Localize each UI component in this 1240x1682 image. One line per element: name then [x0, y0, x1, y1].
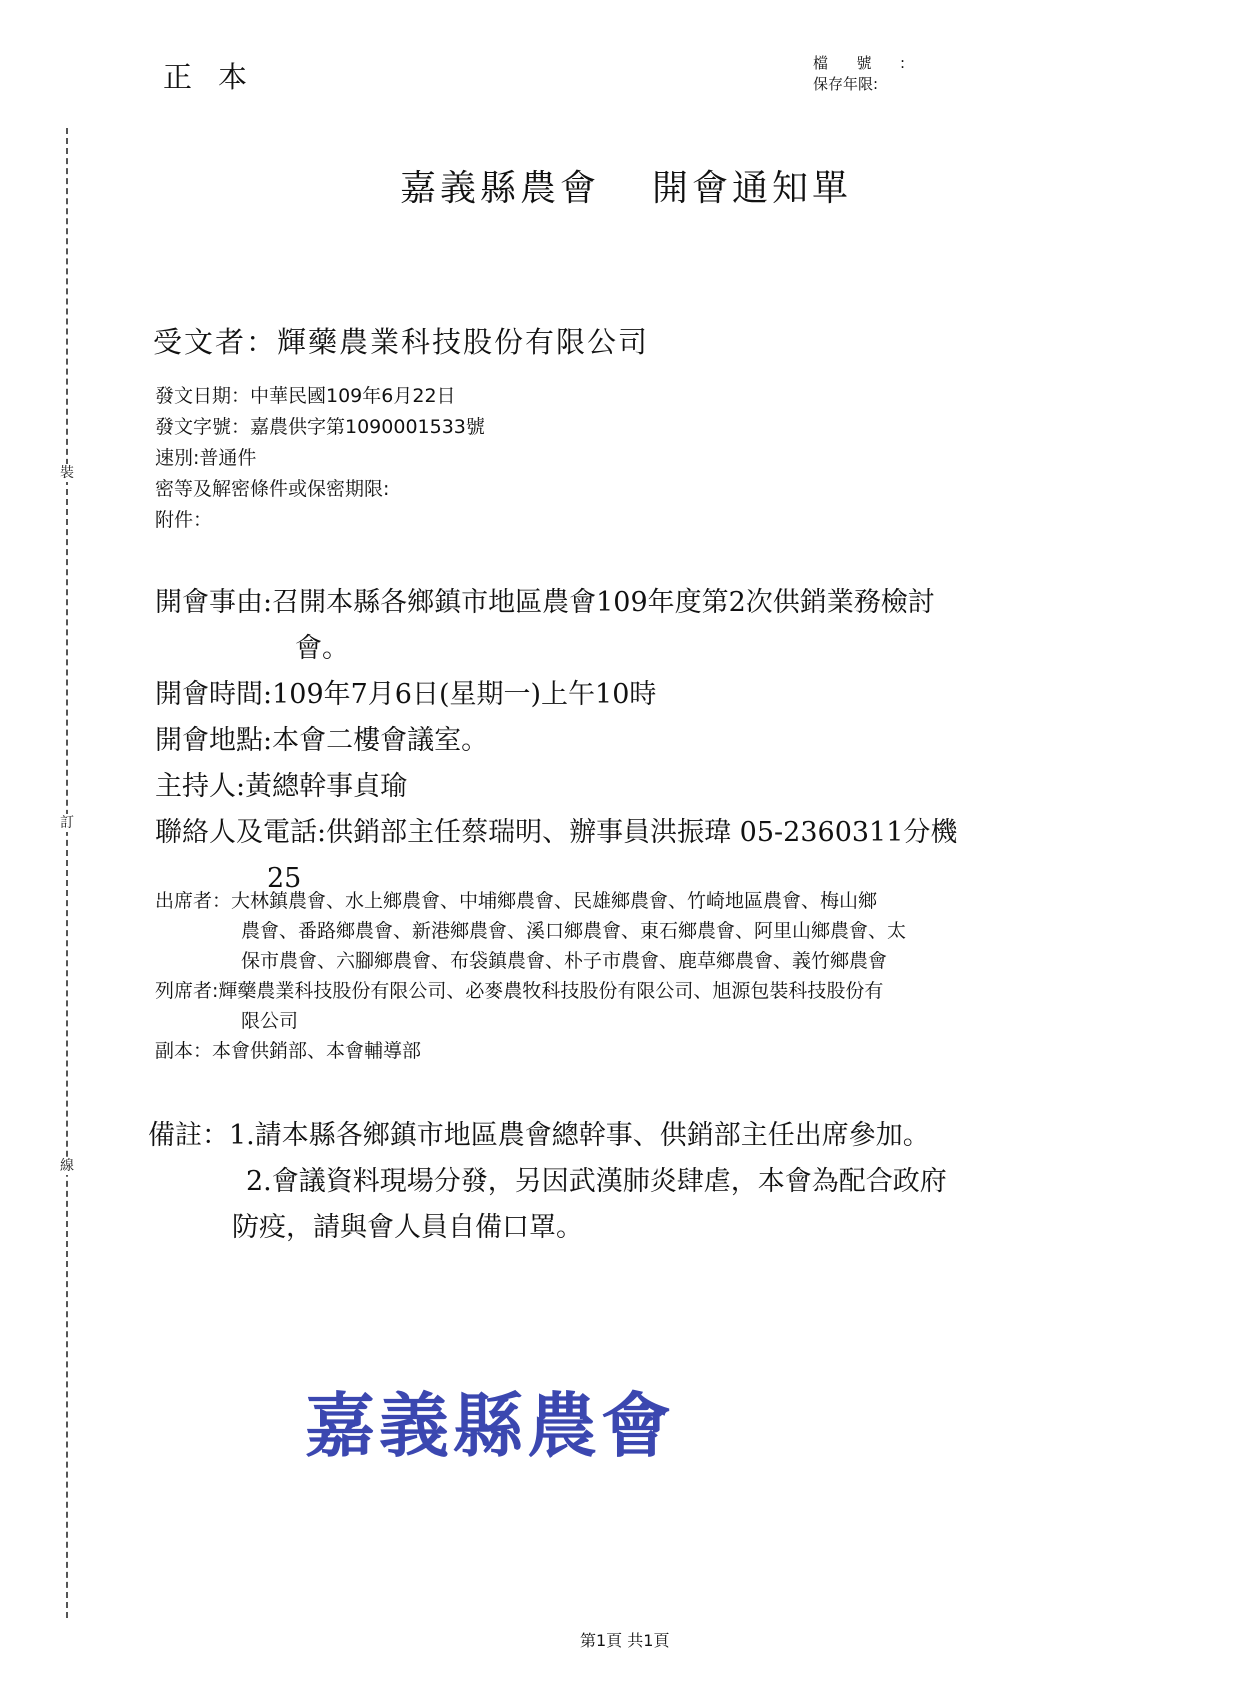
remark-line: 防疫，請與會人員自備口罩。 — [232, 1212, 583, 1243]
meeting-details — [155, 580, 957, 902]
meeting-chair: 主持人:黃總幹事貞瑜 — [155, 771, 408, 802]
issue-date: 發文日期：中華民國109年6月22日 — [155, 385, 456, 407]
organization-seal: 嘉義縣農會 — [305, 1384, 675, 1467]
retention-label: 保存年限: — [813, 75, 879, 93]
remarks — [148, 1113, 947, 1251]
attachments: 附件： — [155, 509, 213, 531]
title-doc-type: 開會通知單 — [652, 168, 853, 209]
carbon-copy: 副本：本會供銷部、本會輔導部 — [155, 1040, 422, 1062]
document-title — [400, 160, 852, 211]
margin-mark-staple: 訂 — [60, 815, 74, 831]
binding-margin-line — [66, 128, 68, 1618]
file-number-label: 檔號: — [813, 54, 905, 72]
title-organization: 嘉義縣農會 — [400, 168, 601, 209]
recipient-line: 受文者：輝藥農業科技股份有限公司 — [153, 325, 650, 359]
meeting-time: 開會時間:109年7月6日(星期一)上午10時 — [155, 679, 657, 710]
original-copy-mark: 正本 — [163, 60, 274, 94]
meeting-place: 開會地點:本會二樓會議室。 — [155, 725, 489, 756]
secrecy-level: 密等及解密條件或保密期限: — [155, 478, 390, 500]
present-line: 農會、番路鄉農會、新港鄉農會、溪口鄉農會、東石鄉農會、阿里山鄉農會、太 — [241, 920, 907, 942]
remark-line: 備註：1.請本縣各鄉鎮市地區農會總幹事、供銷部主任出席參加。 — [148, 1120, 930, 1151]
delivery-speed: 速別:普通件 — [155, 447, 257, 469]
observer-line: 限公司 — [241, 1010, 299, 1032]
observer-line: 列席者:輝藥農業科技股份有限公司、必麥農牧科技股份有限公司、旭源包裝科技股份有 — [155, 980, 884, 1002]
reference-number: 發文字號：嘉農供字第1090001533號 — [155, 416, 485, 438]
meeting-contact: 聯絡人及電話:供銷部主任蔡瑞明、辦事員洪振瑋 05-2360311分機 — [155, 817, 958, 848]
attendee-list — [155, 886, 906, 1066]
document-meta — [155, 381, 485, 536]
margin-mark-bind: 裝 — [60, 465, 74, 481]
retention-row — [813, 74, 905, 95]
file-number-row — [813, 53, 905, 74]
meeting-contact-cont: 25 — [267, 863, 302, 894]
remark-line: 2.會議資料現場分發，另因武漢肺炎肆虐，本會為配合政府 — [246, 1166, 947, 1197]
present-line: 保市農會、六腳鄉農會、布袋鎮農會、朴子市農會、鹿草鄉農會、義竹鄉農會 — [241, 950, 888, 972]
present-line: 出席者：大林鎮農會、水上鄉農會、中埔鄉農會、民雄鄉農會、竹崎地區農會、梅山鄉 — [155, 890, 878, 912]
margin-mark-line: 線 — [60, 1158, 74, 1174]
page-number: 第1頁 共1頁 — [580, 1631, 670, 1650]
meeting-subject-cont: 會。 — [295, 633, 349, 664]
meeting-subject: 開會事由:召開本縣各鄉鎮市地區農會109年度第2次供銷業務檢討 — [155, 587, 935, 618]
filing-info — [813, 53, 905, 95]
